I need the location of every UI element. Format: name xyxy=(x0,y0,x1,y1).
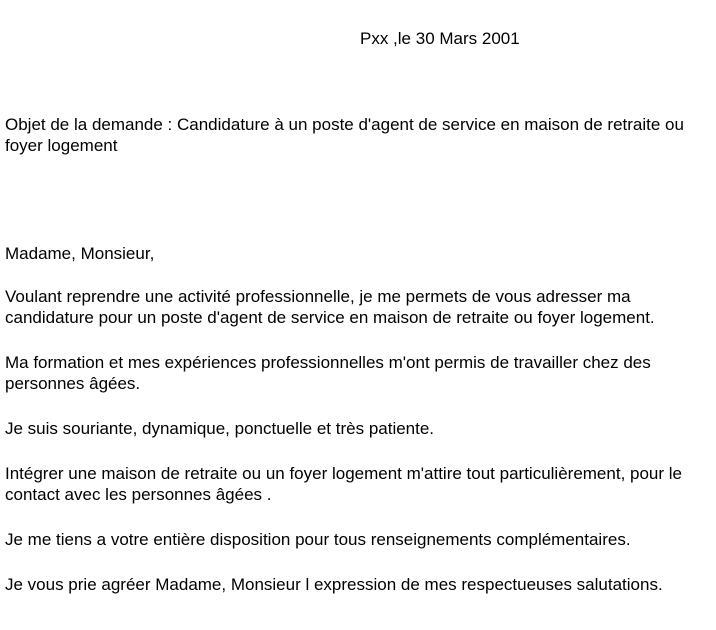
subject-line: Objet de la demande : Candidature à un poste d'agent de service en maison de retraite ou foyer logement xyxy=(5,115,684,155)
letter-body xyxy=(5,243,705,619)
paragraph-qualities: Je suis souriante, dynamique, ponctuelle et très patiente. xyxy=(5,419,435,438)
salutation: Madame, Monsieur, xyxy=(5,244,155,263)
paragraph-closing: Je vous prie agréer Madame, Monsieur l expression de mes respectueuses salutations. xyxy=(5,575,663,594)
paragraph-motivation: Intégrer une maison de retraite ou un foyer logement m'attire tout particulièrement, pour le contact avec les personnes âgées . xyxy=(5,464,682,504)
paragraph-experience: Ma formation et mes expériences professionnelles m'ont permis de travailler chez des personnes âgées. xyxy=(5,353,651,393)
paragraph-availability: Je me tiens a votre entière disposition pour tous renseignements complémentaires. xyxy=(5,530,631,549)
paragraph-intro: Voulant reprendre une activité professionnelle, je me permets de vous adresser ma candidature pour un poste d'agent de service en maison de retraite ou foyer logement. xyxy=(5,287,655,327)
date-line: Pxx ,le 30 Mars 2001 xyxy=(360,29,520,48)
